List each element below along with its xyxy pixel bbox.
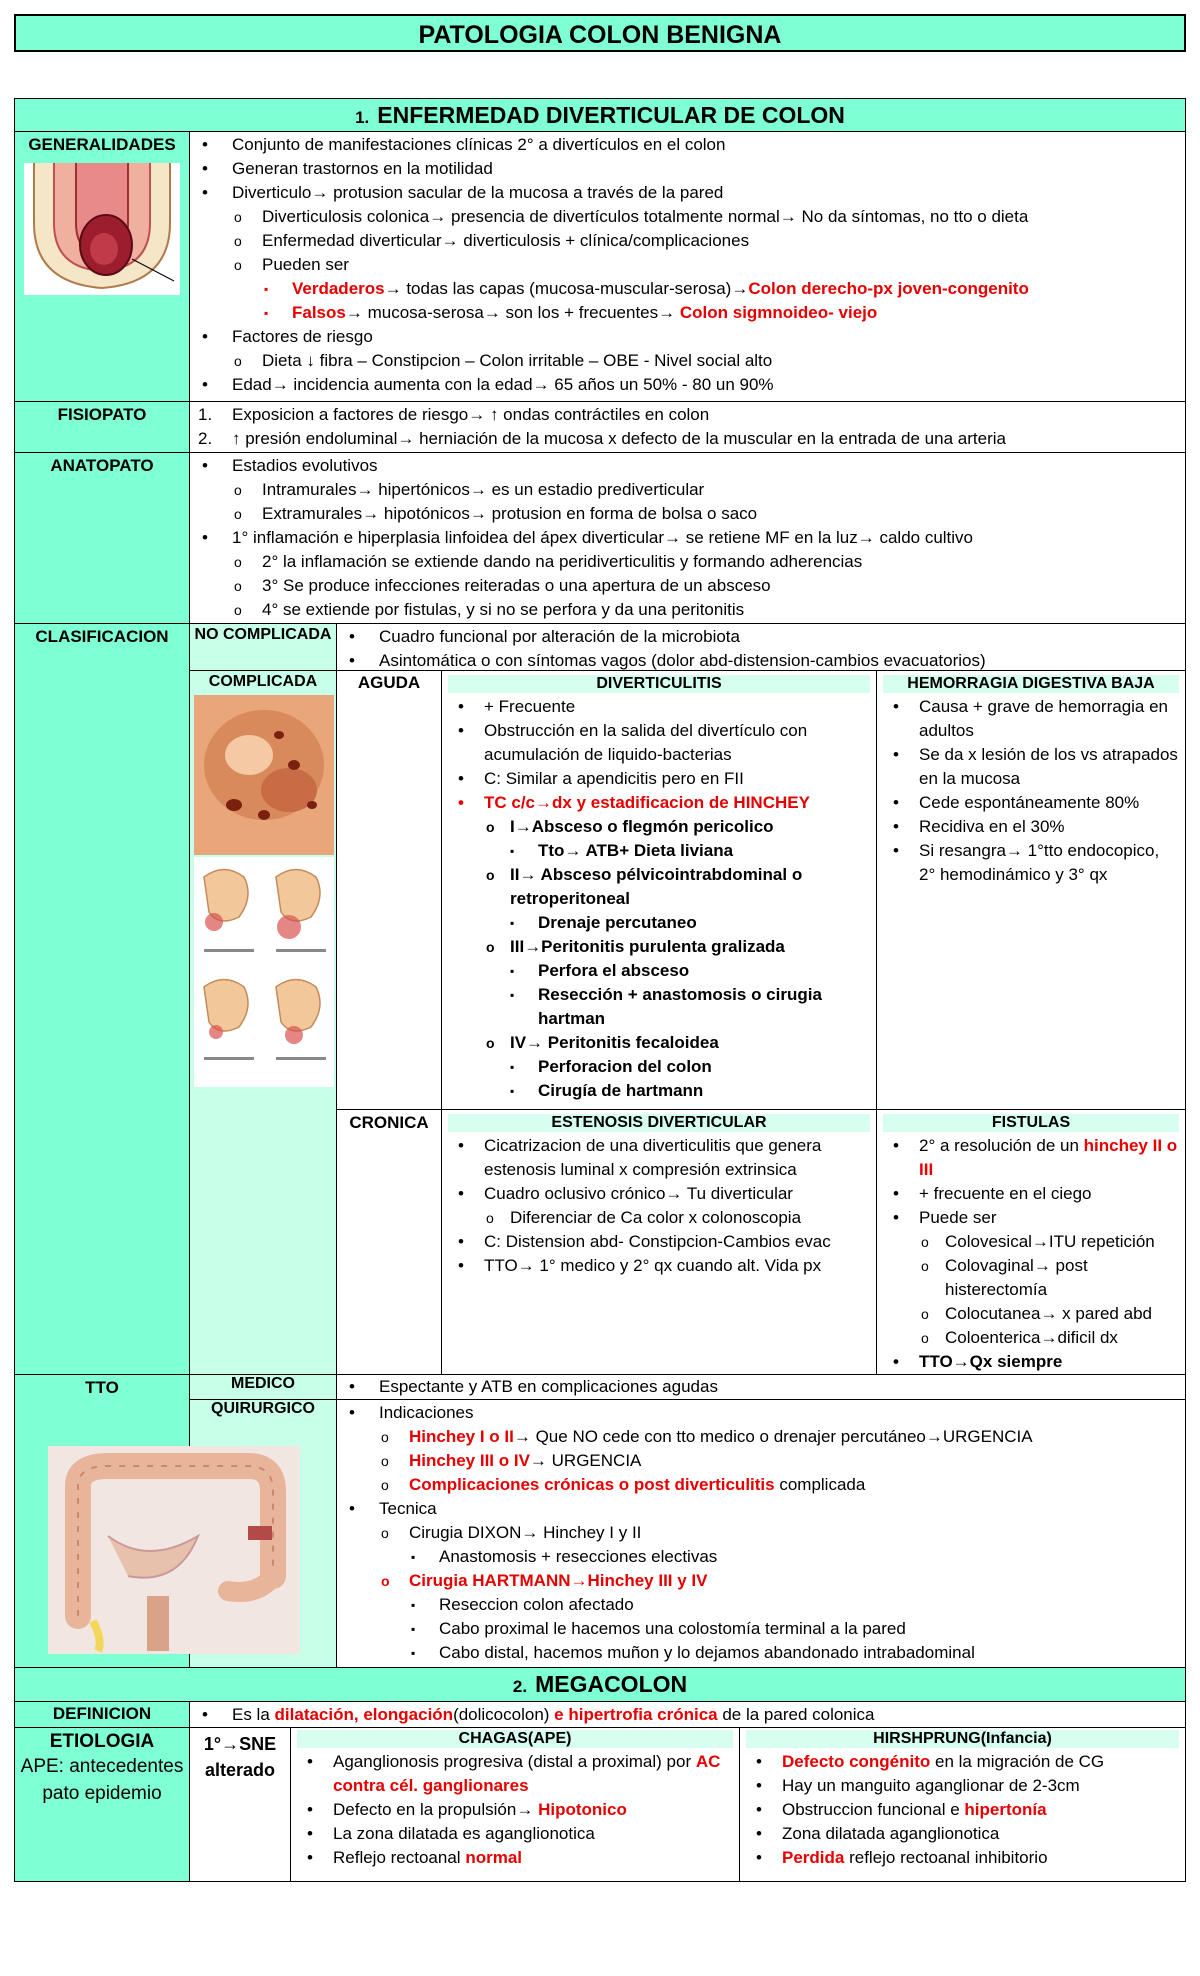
list-item: o Intramurales→ hipertónicos→ es un estadio prediverticular (190, 478, 1185, 502)
cronica-column (336, 1109, 442, 1375)
list-item (883, 1134, 1179, 1182)
label-definicion: DEFINICION (14, 1701, 190, 1728)
list-item: • + frecuente en el ciego (883, 1182, 1179, 1206)
aguda-column (336, 670, 442, 1110)
chagas-panel (290, 1727, 740, 1882)
list-item: ▪ Perforacion del colon (448, 1055, 870, 1079)
hemorragia-title: HEMORRAGIA DIGESTIVA BAJA (883, 675, 1179, 693)
section-2-number: 2. (512, 1677, 528, 1696)
generalidades-content (189, 131, 1186, 402)
hinchey-1-2: Hinchey I o II (409, 1427, 514, 1446)
falsos-desc: → mucosa-serosa→ son los + frecuentes→ (345, 303, 680, 322)
list-item: • Puede ser (883, 1206, 1179, 1230)
sne-alterado-label: 1°→SNE alterado (189, 1727, 291, 1882)
def-text: (dolicocolon) (453, 1705, 555, 1724)
list-item: o Pueden ser (190, 253, 1185, 277)
list-item: • Diverticulo→ protusion sacular de la mucosa a través de la pared (190, 181, 1185, 205)
fisiopato-content (189, 401, 1186, 453)
def-text: de la pared colonica (717, 1705, 875, 1724)
label-no-complicada: NO COMPLICADA (189, 623, 337, 671)
list-item: o III→Peritonitis purulenta gralizada (448, 935, 870, 959)
list-item: • Si resangra→ 1°tto endocopico, 2° hemodinámico y 3° qx (883, 839, 1179, 887)
no-complicada-content (336, 623, 1186, 671)
label-etiologia-text: ETIOLOGIA (49, 1731, 155, 1752)
list-item: • Cede espontáneamente 80% (883, 791, 1179, 815)
list-item: • Asintomática o con síntomas vagos (dolor abd-distension-cambios evacuatorios) (337, 649, 1185, 673)
list-item: o Cirugia DIXON→ Hinchey I y II (337, 1521, 1185, 1545)
definicion-content (189, 1701, 1186, 1728)
chagas-text: Aganglionosis progresiva (distal a proximal) por (333, 1752, 696, 1771)
list-item: • Cuadro oclusivo crónico→ Tu diverticular (448, 1182, 870, 1206)
label-complicada: COMPLICADA (208, 673, 318, 690)
list-item: • Estadios evolutivos (190, 454, 1185, 478)
verdaderos-term: Verdaderos (292, 279, 385, 298)
list-number: 1. (198, 405, 213, 424)
label-generalidades-text: GENERALIDADES (28, 135, 176, 154)
list-item: o 4° se extiende por fistulas, y si no se perfora y da una peritonitis (190, 598, 1185, 622)
diverticulitis-title: DIVERTICULITIS (448, 675, 870, 693)
list-item: • Cicatrizacion de una diverticulitis que genera estenosis luminal x compresión extrinsica (448, 1134, 870, 1182)
list-item (337, 1473, 1185, 1497)
section-2-header (14, 1667, 1186, 1702)
verdaderos-desc: → todas las capas (mucosa-muscular-serosa)→ (384, 279, 749, 298)
list-item (190, 1703, 1185, 1727)
diverticulitis-panel (441, 670, 877, 1110)
label-medico: MEDICO (189, 1374, 337, 1400)
list-item: • Factores de riesgo (190, 325, 1185, 349)
list-item: o II→ Absceso pélvicointrabdominal o retroperitoneal (448, 863, 870, 911)
tto-medico-content (336, 1374, 1186, 1400)
chagas-highlight: Hipotonico (538, 1800, 627, 1819)
label-tto-text: TTO (85, 1378, 119, 1397)
list-item: o 3° Se produce infecciones reiteradas o una apertura de un absceso (190, 574, 1185, 598)
list-item (746, 1750, 1179, 1774)
list-item: • Causa + grave de hemorragia en adultos (883, 695, 1179, 743)
list-item: ▪ Cabo proximal le hacemos una colostomía terminal a la pared (337, 1617, 1185, 1641)
chagas-highlight: normal (465, 1848, 522, 1867)
fistulas-title: FISTULAS (883, 1114, 1179, 1132)
list-item: ▪ Reseccion colon afectado (337, 1593, 1185, 1617)
hirsh-text: Obstruccion funcional e (782, 1800, 965, 1819)
list-item: • Hay un manguito aganglionar de 2-3cm (746, 1774, 1179, 1798)
list-item: • TC c/c→dx y estadificacion de HINCHEY (448, 791, 870, 815)
list-item: o IV→ Peritonitis fecaloidea (448, 1031, 870, 1055)
chagas-text: Reflejo rectoanal (333, 1848, 466, 1867)
hirshprung-panel (739, 1727, 1186, 1882)
list-item: ▪ Anastomosis + resecciones electivas (337, 1545, 1185, 1569)
hinchey-3-4-desc: → URGENCIA (529, 1451, 642, 1470)
list-item (297, 1798, 733, 1822)
list-item (337, 1449, 1185, 1473)
label-aguda: AGUDA (357, 673, 421, 692)
list-item: • Espectante y ATB en complicaciones agudas (337, 1375, 1185, 1399)
hirsh-highlight: hipertonía (964, 1800, 1047, 1819)
anatopato-content (189, 452, 1186, 624)
page-title: PATOLOGIA COLON BENIGNA (14, 14, 1186, 52)
list-item: • C: Distension abd- Constipcion-Cambios evac (448, 1230, 870, 1254)
list-item (746, 1846, 1179, 1870)
fistulas-panel (876, 1109, 1186, 1375)
list-item: • Recidiva en el 30% (883, 815, 1179, 839)
list-item: ▪ Cabo distal, hacemos muñon y lo dejamos abandonado intrabadominal (337, 1641, 1185, 1665)
list-item: o Coloenterica→dificil dx (883, 1326, 1179, 1350)
list-text: Exposicion a factores de riesgo→ ↑ ondas contráctiles en colon (232, 405, 710, 424)
def-text: Es la (232, 1705, 275, 1724)
label-cronica: CRONICA (349, 1113, 429, 1132)
list-item (297, 1750, 733, 1798)
estenosis-title: ESTENOSIS DIVERTICULAR (448, 1114, 870, 1132)
list-item: o Colocutanea→ x pared abd (883, 1302, 1179, 1326)
list-item: • C: Similar a apendicitis pero en FII (448, 767, 870, 791)
list-item: ▪ Cirugía de hartmann (448, 1079, 870, 1103)
list-item: • TTO→Qx siempre (883, 1350, 1179, 1374)
etiologia-subtitle: APE: antecedentes pato epidemio (20, 1756, 184, 1804)
list-item: • + Frecuente (448, 695, 870, 719)
list-text: ↑ presión endoluminal→ herniación de la mucosa x defecto de la muscular en la entrada de una arteria (232, 429, 1006, 448)
list-item: • 1° inflamación e hiperplasia linfoidea del ápex diverticular→ se retiene MF en la luz→ caldo cultivo (190, 526, 1185, 550)
list-item: o I→Absceso o flegmón pericolico (448, 815, 870, 839)
falsos-highlight: Colon sigmnoideo- viejo (679, 303, 878, 322)
tto-quirurgico-content (336, 1399, 1186, 1668)
list-item (337, 1425, 1185, 1449)
list-item: o Extramurales→ hipotónicos→ protusion en forma de bolsa o saco (190, 502, 1185, 526)
list-item (746, 1798, 1179, 1822)
chagas-title: CHAGAS(APE) (297, 1730, 733, 1748)
label-clasificacion: CLASIFICACION (14, 623, 190, 1375)
hirshprung-title: HIRSHPRUNG(Infancia) (746, 1730, 1179, 1748)
list-item: o Colovesical→ITU repetición (883, 1230, 1179, 1254)
falsos-term: Falsos (292, 303, 346, 322)
list-item: • La zona dilatada es aganglionotica (297, 1822, 733, 1846)
section-1-number: 1. (355, 108, 370, 127)
list-item: • Cuadro funcional por alteración de la microbiota (337, 625, 1185, 649)
fistulas-text: 2° a resolución de un (919, 1136, 1084, 1155)
estenosis-panel (441, 1109, 877, 1375)
list-item: ▪ Drenaje percutaneo (448, 911, 870, 935)
hemorragia-panel (876, 670, 1186, 1110)
complicaciones-cronicas: Complicaciones crónicas o post diverticulitis (409, 1475, 775, 1494)
verdaderos-highlight: Colon derecho-px joven-congenito (748, 279, 1029, 298)
list-item (190, 403, 1185, 427)
hirsh-text: en la migración de CG (930, 1752, 1105, 1771)
complicaciones-cronicas-desc: complicada (774, 1475, 866, 1494)
list-item (190, 277, 1185, 301)
section-1-header (14, 98, 1186, 132)
colon-surgery-illustration (48, 1446, 300, 1654)
list-item: o Diverticulosis colonica→ presencia de divertículos totalmente normal→ No da síntomas, no tto o dieta (190, 205, 1185, 229)
chagas-highlight: AC contra cél. ganglionares (333, 1752, 721, 1795)
list-number: 2. (198, 429, 213, 448)
list-item: o Dieta ↓ fibra – Constipcion – Colon irritable – OBE - Nivel social alto (190, 349, 1185, 373)
list-item (297, 1846, 733, 1870)
list-item: • Indicaciones (337, 1401, 1185, 1425)
label-fisiopato: FISIOPATO (14, 401, 190, 453)
list-item: • Zona dilatada aganglionotica (746, 1822, 1179, 1846)
list-item: ▪ Tto→ ATB+ Dieta liviana (448, 839, 870, 863)
hirsh-text: reflejo rectoanal inhibitorio (844, 1848, 1048, 1867)
hirsh-highlight: Defecto congénito (782, 1752, 931, 1771)
fistulas-highlight: hinchey II o III (919, 1136, 1178, 1179)
list-item: • Generan trastornos en la motilidad (190, 157, 1185, 181)
list-item: o 2° la inflamación se extiende dando na peridiverticulitis y formando adherencias (190, 550, 1185, 574)
label-anatopato: ANATOPATO (14, 452, 190, 624)
hinchey-stages-illustration (194, 857, 334, 1087)
list-item: ▪ Resección + anastomosis o cirugia hartman (448, 983, 870, 1031)
section-1-title: ENFERMEDAD DIVERTICULAR DE COLON (377, 102, 845, 128)
list-item (190, 427, 1185, 451)
list-item: o Cirugia HARTMANN→Hinchey III y IV (337, 1569, 1185, 1593)
label-etiologia (14, 1727, 190, 1882)
label-quirurgico: QUIRURGICO (189, 1399, 337, 1668)
list-item: • Conjunto de manifestaciones clínicas 2° a divertículos en el colon (190, 133, 1185, 157)
list-item (190, 301, 1185, 325)
colon-endoscopy-image (194, 695, 334, 855)
def-highlight-1: dilatación, elongación (274, 1705, 454, 1724)
complicada-column (189, 670, 337, 1375)
hinchey-3-4: Hinchey III o IV (409, 1451, 530, 1470)
list-item: o Diferenciar de Ca color x colonoscopia (448, 1206, 870, 1230)
list-item: o Enfermedad diverticular→ diverticulosis + clínica/complicaciones (190, 229, 1185, 253)
def-highlight-2: e hipertrofia crónica (554, 1705, 718, 1724)
list-item: • Se da x lesión de los vs atrapados en la mucosa (883, 743, 1179, 791)
hirsh-highlight: Perdida (782, 1848, 845, 1867)
list-item: • Edad→ incidencia aumenta con la edad→ 65 años un 50% - 80 un 90% (190, 373, 1185, 397)
list-item: • Obstrucción en la salida del divertículo con acumulación de liquido-bacterias (448, 719, 870, 767)
hinchey-1-2-desc: → Que NO cede con tto medico o drenajer percutáneo→URGENCIA (513, 1427, 1033, 1446)
section-2-title: MEGACOLON (535, 1671, 688, 1697)
list-item: ▪ Perfora el absceso (448, 959, 870, 983)
list-item: o Colovaginal→ post histerectomía (883, 1254, 1179, 1302)
list-item: • Tecnica (337, 1497, 1185, 1521)
chagas-text: Defecto en la propulsión→ (333, 1800, 539, 1819)
diverticulum-illustration (24, 163, 180, 295)
list-item: • TTO→ 1° medico y 2° qx cuando alt. Vida px (448, 1254, 870, 1278)
label-generalidades (14, 131, 190, 402)
